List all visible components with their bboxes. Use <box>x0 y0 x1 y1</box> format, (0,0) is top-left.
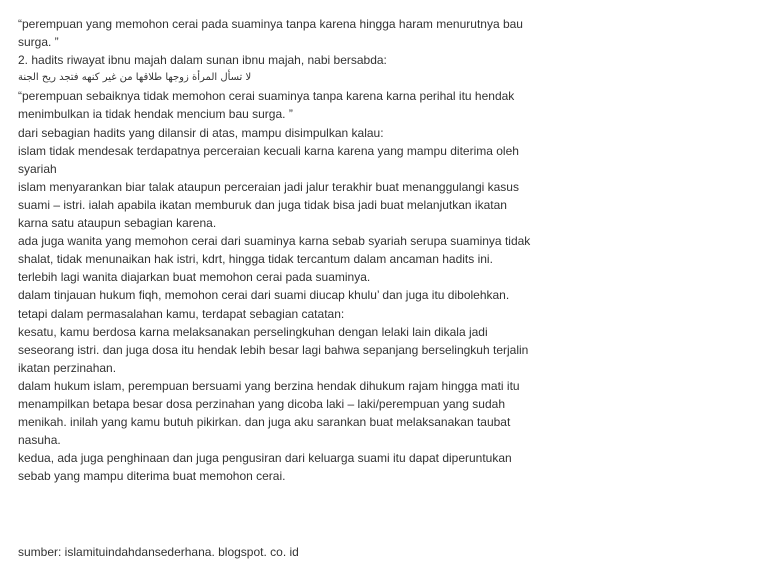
text-line: tetapi dalam permasalahan kamu, terdapat sebagian catatan: <box>18 306 345 321</box>
text-line: seseorang istri. dan juga dosa itu hendak lebih besar lagi bahwa sepanjang berselingkuh terjalin <box>18 342 529 357</box>
article-body <box>18 15 608 485</box>
text-line: suami – istri. ialah apabila ikatan memburuk dan juga tidak bisa jadi buat melanjutkan ikatan <box>18 197 507 212</box>
source-attribution: sumber: islamituindahdansederhana. blogspot. co. id <box>18 545 299 559</box>
text-line: ada juga wanita yang memohon cerai dari suaminya karna sebab syariah serupa suaminya tidak <box>18 234 531 249</box>
text-line: kesatu, kamu berdosa karna melaksanakan perselingkuhan dengan lelaki lain dikala jadi <box>18 324 488 339</box>
text-line: syariah <box>18 161 57 176</box>
text-line: islam menyarankan biar talak ataupun perceraian jadi jalur terakhir buat menanggulangi kasus <box>18 179 519 194</box>
text-line: shalat, tidak menunaikan hak istri, kdrt, hingga tidak tercantum dalam ancaman hadits ini. <box>18 252 493 267</box>
text-line: “perempuan sebaiknya tidak memohon cerai suaminya tanpa karena karna perihal itu hendak <box>18 89 515 104</box>
text-line: 2. hadits riwayat ibnu majah dalam sunan ibnu majah, nabi bersabda: <box>18 53 387 68</box>
text-line: islam tidak mendesak terdapatnya perceraian kecuali karna karena yang mampu diterima oleh <box>18 143 519 158</box>
arabic-hadith-line: لا تسأل المرأة زوجها طلاقها من غير كنهه فتجد ريح الجنة <box>18 72 252 84</box>
text-line: menampilkan betapa besar dosa perzinahan yang dicoba laki – laki/perempuan yang sudah <box>18 396 505 411</box>
text-line: ikatan perzinahan. <box>18 360 117 375</box>
text-line: dalam tinjauan hukum fiqh, memohon cerai dari suami diucap khulu’ dan juga itu dibolehkan. <box>18 288 510 303</box>
text-line: kedua, ada juga penghinaan dan juga pengusiran dari keluarga suami itu dapat diperuntukan <box>18 451 512 466</box>
text-line: terlebih lagi wanita diajarkan buat memohon cerai pada suaminya. <box>18 270 371 285</box>
text-line: menimbulkan ia tidak hendak mencium bau surga. ” <box>18 107 293 122</box>
text-line: sebab yang mampu diterima buat memohon cerai. <box>18 469 286 484</box>
text-line: dari sebagian hadits yang dilansir di atas, mampu disimpulkan kalau: <box>18 125 384 140</box>
text-line: dalam hukum islam, perempuan bersuami yang berzina hendak dihukum rajam hingga mati itu <box>18 378 520 393</box>
text-line: “perempuan yang memohon cerai pada suaminya tanpa karena hingga haram menurutnya bau <box>18 17 523 31</box>
text-line: menikah. inilah yang kamu butuh pikirkan. dan juga aku sarankan buat melaksanakan taubat <box>18 415 511 430</box>
text-line: nasuha. <box>18 433 61 448</box>
text-line: karna satu ataupun sebagian karena. <box>18 216 217 231</box>
text-line: surga. ” <box>18 35 59 50</box>
